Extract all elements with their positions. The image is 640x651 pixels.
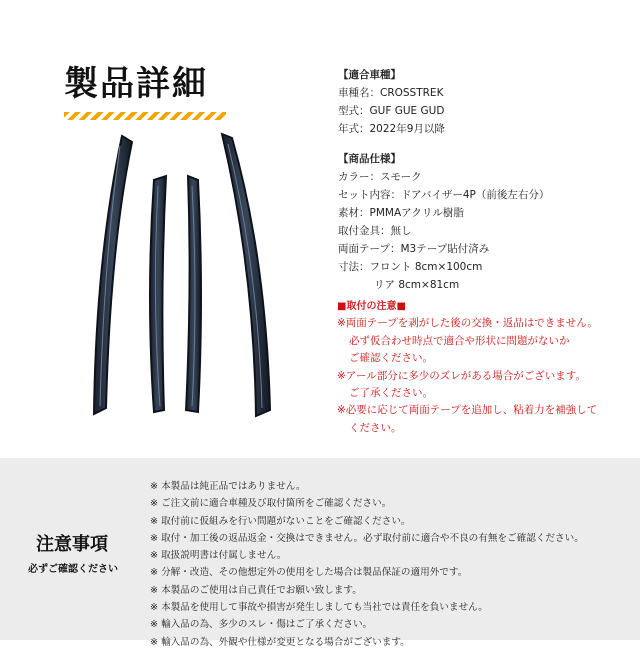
notice-item: ※ 本製品のご使用は自己責任でお願い致します。 [150, 584, 362, 596]
notice-item: ※ 取扱説明書は付属しません。 [150, 550, 287, 562]
fit-row: 年式：2022年9月以降 [338, 123, 445, 135]
notice-item: ※ 取付・加工後の返品返金・交換はできません。必ず取付前に適合や不良の有無をご確認ください。 [150, 532, 584, 544]
notice-item: ※ 本製品は純正品ではありません。 [150, 481, 306, 492]
notice-item: ※ 本製品を使用して事故や損害が発生しましても当社では責任を負いません。 [150, 602, 488, 614]
notice-list [150, 478, 638, 651]
notice-item: ※ 取付前に仮組みを行い問題がないことをご確認ください。 [150, 515, 411, 527]
product-row: 取付金具：無し [338, 225, 412, 237]
title-underline-stripe [64, 112, 226, 120]
caution-header: ■取付の注意■ [337, 301, 406, 312]
notice-title: 注意事項 [36, 534, 108, 555]
product-row: 寸法：フロント 8cm×100cm [338, 261, 483, 273]
caution-line: ※アール部分に多少のズレがある場合がございます。 [337, 369, 586, 382]
caution-line: ※必要に応じて両面テープを追加し、粘着力を補強して [337, 404, 598, 417]
product-row: セット内容：ドアバイザー4P（前後左右分） [338, 189, 550, 201]
product-row: カラー：スモーク [338, 171, 422, 183]
product-row: 素材：PMMAアクリル樹脂 [338, 207, 464, 219]
fit-row: 型式：GUF GUE GUD [338, 105, 445, 117]
notice-item: ※ 輸入品の為、多少のスレ・傷はご了承ください。 [150, 619, 373, 631]
spec-panel [338, 66, 638, 294]
caution-line: ご確認ください。 [349, 352, 433, 365]
size-rear: リア 8cm×81cm [374, 279, 460, 291]
fit-header: 【適合車種】 [338, 69, 401, 81]
product-row: 両面テープ：M3テープ貼付済み [338, 243, 490, 255]
caution-line: ご了承ください。 [349, 387, 433, 400]
install-caution [337, 298, 637, 437]
visor-front-left [94, 136, 132, 414]
visor-front-right [222, 134, 270, 416]
notice-item: ※ ご注文前に適合車種及び取付箇所をご確認ください。 [150, 498, 392, 510]
page-title: 製品詳細 [64, 64, 208, 104]
notice-item: ※ 輸入品の為、外観や仕様が変更となる場合がございます。 [150, 636, 410, 648]
fit-row: 車種名：CROSSTREK [338, 87, 444, 99]
notice-item: ※ 分解・改造、その他想定外の使用をした場合は製品保証の適用外です。 [150, 567, 468, 579]
product-header: 【商品仕様】 [338, 153, 401, 165]
door-visor-product-image [70, 128, 290, 428]
notice-subtitle: 必ずご確認ください [28, 564, 118, 575]
caution-line: 必ず仮合わせ時点で適合や形状に問題がないか [349, 334, 570, 347]
caution-line: ください。 [349, 421, 402, 434]
caution-line: ※両面テープを剥がした後の交換・返品はできません。 [337, 317, 598, 330]
